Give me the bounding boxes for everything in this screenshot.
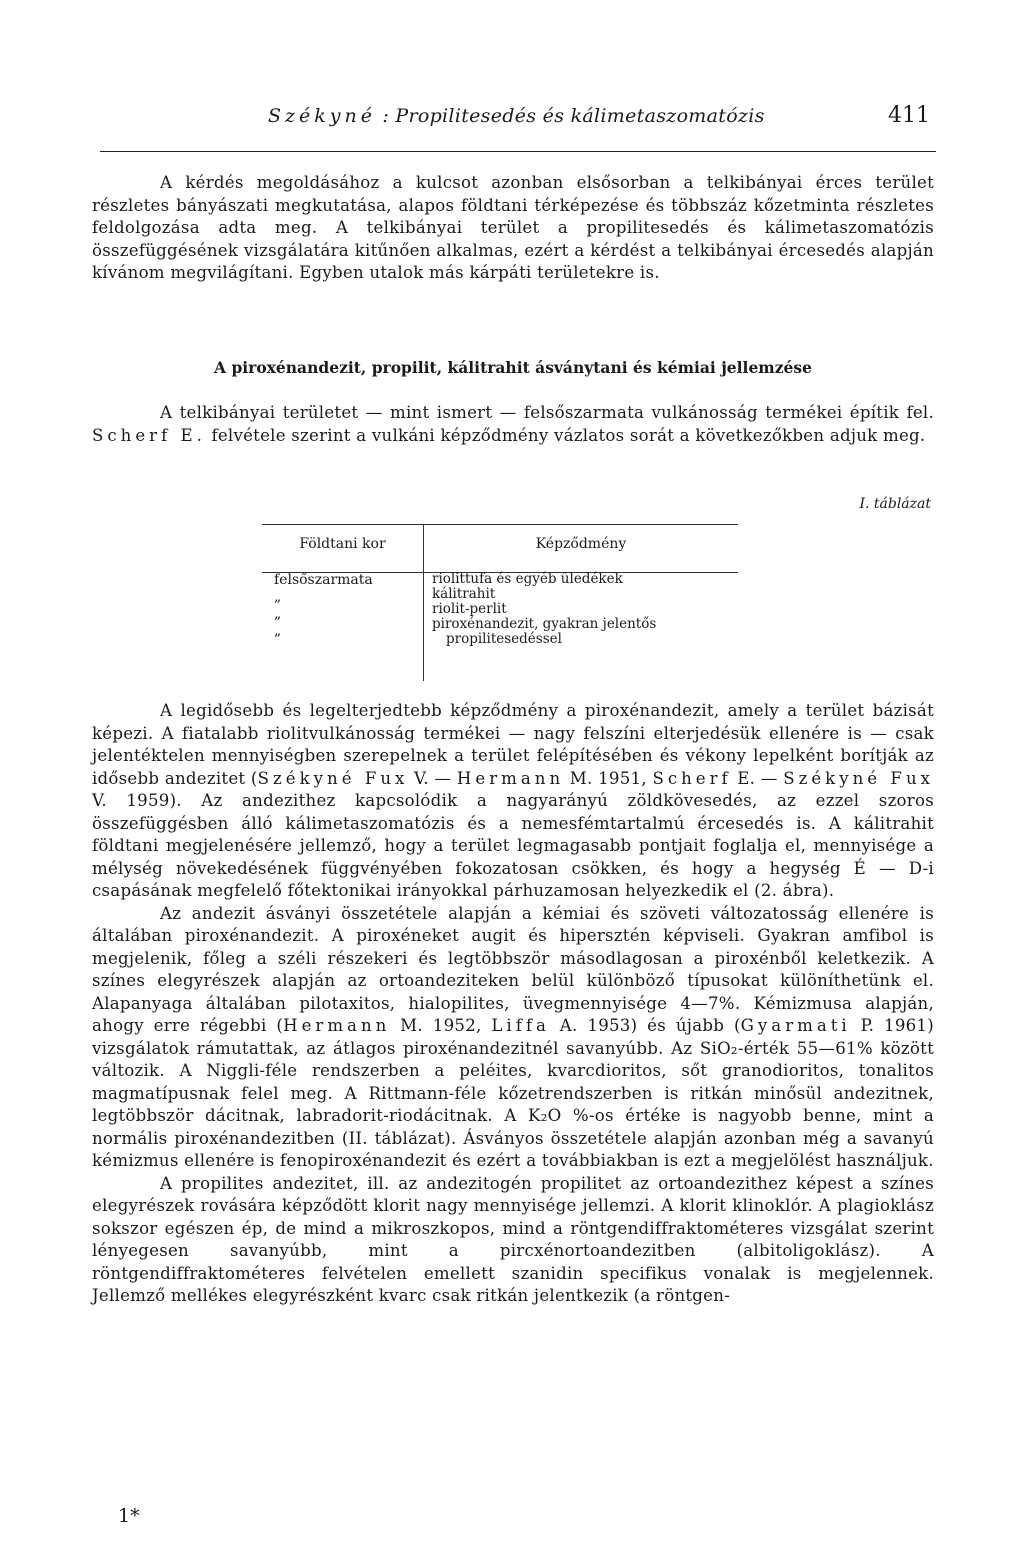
table-age-column <box>274 572 414 640</box>
section-heading: A piroxénandezit, propilit, kálitrahit ásványtani és kémiai jellemzése <box>214 358 812 377</box>
header-rule <box>100 151 936 152</box>
text-run: A legidősebb és legelterjedtebb képződmény a piroxénandezit, amely a terület bázisát képezi. A fiatalabb riolitvulkánosság termékei — nagy felszíni elterjedésük ellenére is — csak jelentéktelen mennyiségben szerepelnek a terület felépítésében és vékony lepelként borítják az idősebb andezitet ( <box>92 701 934 788</box>
table-cell-formation: kálitrahit <box>432 586 496 602</box>
intro-paragraph-text: A kérdés megoldásához a kulcsot azonban elsősorban a telkibányai érces terület részletes bányászati megkutatása, alapos földtani térképezése és többszáz kőzetminta részletes feldolgozása adta meg. A telkibányai terület a propilitesedés és kálimetaszomatózis összefüggésének vizsgálatára kitűnően alkalmas, ezért a kérdést a telkibányai ércesedés alapján kívánom megvilágítani. Egyben utalok más kárpáti területekre is. <box>92 173 934 282</box>
text-run: M. 1951, <box>564 768 653 788</box>
table-header-formation: Képződmény <box>535 536 627 552</box>
table-top-rule <box>262 524 738 525</box>
table-cell-formation: piroxénandezit, gyakran jelentős <box>432 616 657 632</box>
citation-author: Székyné Fux <box>257 768 409 788</box>
formation-table <box>262 522 738 682</box>
table-cell-age: felsőszarmata <box>274 572 373 588</box>
paragraph-oldest-formation <box>92 700 934 903</box>
citation-author: Székyné Fux <box>783 768 934 788</box>
table-label: I. táblázat <box>859 496 931 512</box>
table-cell-age: „ <box>274 606 282 622</box>
geology-text-2: felvétele szerint a vulkáni képződmény vázlatos sorát a következőkben adjuk meg. <box>211 425 926 445</box>
paragraph-andesite-composition <box>92 903 934 1173</box>
table-header-age: Földtani kor <box>299 536 386 552</box>
citation-author: Liffa <box>491 1016 550 1035</box>
table-cell-formation: riolit-perlit <box>432 601 507 617</box>
text-run: V. — <box>408 768 457 788</box>
text-run: A. 1953) és újabb ( <box>549 1016 741 1035</box>
citation-author: Scherf <box>652 768 732 788</box>
text-run: E. — <box>731 768 784 788</box>
header-separator: : <box>382 105 390 127</box>
table-column-divider <box>423 525 424 681</box>
text-run: Az andezit ásványi összetétele alapján a kémiai és szöveti változatosság ellenére is általában piroxénandezit. A piroxéneket augit és hipersztén képviseli. Gyakran amfibol is megjelenik, főleg a széli részekeri és legtöbbször másodlagosan a piroxénből keletkezik. A színes elegyrészek alapján az ortoandeziteken belül különböző típusokat különíthetünk el. Alapanyaga általában pilotaxitos, hialopilites, üvegmennyisége 4—7%. Kémizmusa alapján, ahogy erre régebbi ( <box>92 903 934 1035</box>
signature-mark: 1* <box>118 1505 140 1527</box>
text-run: V. 1959). Az andezithez kapcsolódik a nagyarányú zöldkövesedés, az ezzel szoros összefüggésben álló kálimetaszomatózis és a nemesfémtartalmú ércesedés is. A kálitrahit földtani megjelenésére jellemző, hogy a terület legmagasabb pontjait foglalja el, mennyisége a mélység növekedésének függvényében fokozatosan csökken, és hogy a hegység É — D-i csapásának megfelelő főtektonikai irányokkal párhuzamosan helyezkedik el (2. ábra). <box>92 791 934 900</box>
table-cell-age: „ <box>274 589 282 605</box>
text-run: M. 1952, <box>390 1016 492 1035</box>
paragraph-propilite: A propilites andezitet, ill. az andezitogén propilitet az ortoandezithez képest a színes elegyrészek rovására képződött klorit nagy mennyisége jellemzi. A klorit klinoklór. A plagioklász sokszor egészen ép, de mind a mikroszkopos, mind a röntgendiffraktométeres vizsgálat szerint lényegesen savanyúbb, mint a pircxénortoandezitben (albitoligoklász). A röntgendiffraktométeres felvételen emellett szanidin specifikus vonalak is megjelennek. Jellemző mellékes elegyrészként kvarc csak ritkán jelentkezik (a röntgen- <box>92 1173 934 1305</box>
geology-ref-name: Scherf E. <box>92 425 206 445</box>
running-title <box>268 105 765 127</box>
page-number: 411 <box>888 103 930 128</box>
text-run: P. 1961) vizsgálatok rámutattak, az átlagos piroxénandezitnél savanyúbb. Az SiO₂-érték 55—61% között változik. A Niggli-féle rendszerben a peléites, kvarcdioritos, sőt granodioritos, tonalitos magmatípusnak felel meg. A Rittmann-féle kőzetrendszerben is ritkán minősül andezitnek, legtöbbször dácitnak, labradorit-riodácitnak. A K₂O %-os értéke is nagyobb benne, mint a normális piroxénandezitben (II. táblázat). Ásványos összetétele alapján azonban még a savanyú kémizmus ellenére is fenopiroxénandezit és ezért a továbbiakban is ezt a megjelölést használjuk. <box>92 1016 934 1170</box>
table-cell-formation: propilitesedéssel <box>446 631 562 647</box>
citation-author: Hermann <box>283 1016 391 1035</box>
geology-text-1: A telkibányai területet — mint ismert — felsőszarmata vulkánosság termékei építik fel. <box>160 403 934 422</box>
table-cell-age: „ <box>274 623 282 639</box>
table-formation-column <box>432 572 732 647</box>
running-header <box>100 103 936 143</box>
main-text <box>92 700 934 1308</box>
intro-paragraph <box>92 172 934 285</box>
geology-paragraph <box>92 402 934 447</box>
citation-author: Gyarmati <box>740 1016 851 1035</box>
header-title: Propilitesedés és kálimetaszomatózis <box>395 105 765 127</box>
header-author: Székyné <box>268 105 376 127</box>
geology-paragraph-text <box>92 402 934 447</box>
table-cell-formation: riolittufa és egyéb üledékek <box>432 571 623 587</box>
citation-author: Hermann <box>456 768 565 788</box>
